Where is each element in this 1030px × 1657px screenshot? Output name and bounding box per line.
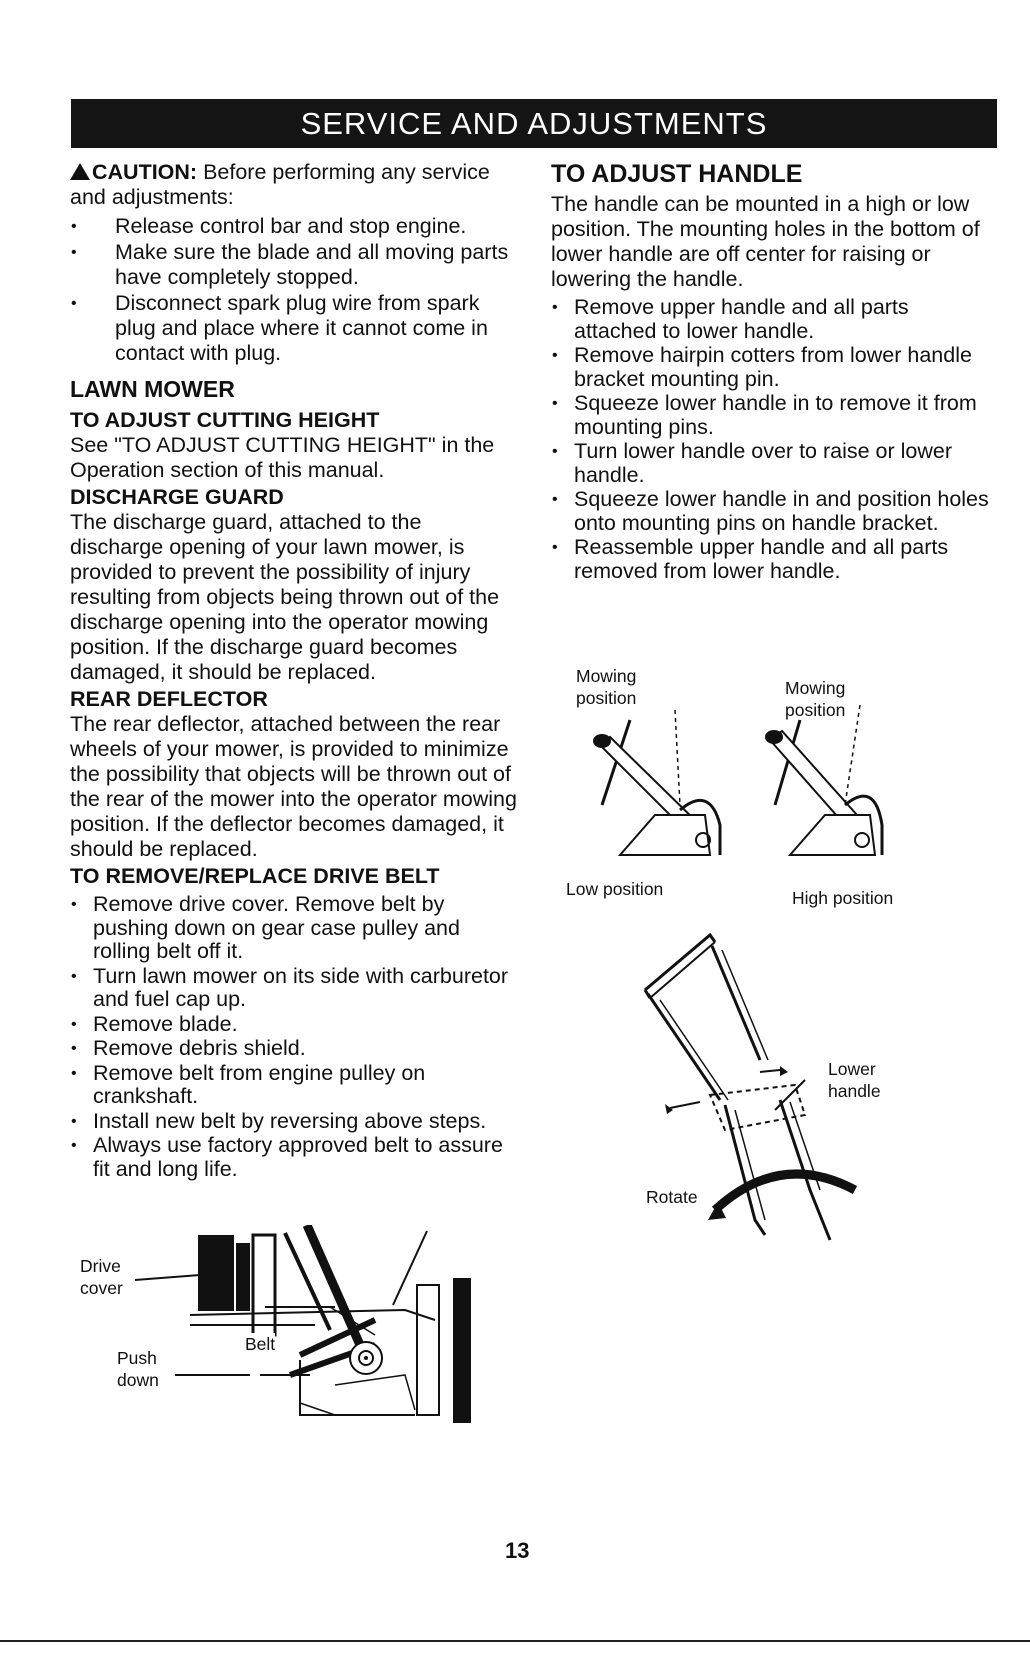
list-item: • Release control bar and stop engine.	[70, 214, 520, 239]
list-item: • Make sure the blade and all moving parts have completely stopped.	[70, 240, 520, 290]
list-item: • Turn lower handle over to raise or lower handle.	[551, 440, 991, 487]
rotate-handle-illustration	[640, 930, 940, 1300]
list-item: • Remove hairpin cotters from lower handle bracket mounting pin.	[551, 344, 991, 391]
list-item: • Remove upper handle and all parts attached to lower handle.	[551, 296, 991, 343]
label-drive-cover: Drive cover	[80, 1256, 123, 1298]
page-banner	[71, 99, 997, 148]
label-mowing-position-high: Mowing position	[785, 678, 846, 720]
list-item: • Disconnect spark plug wire from spark plug and place where it cannot come in contact with plug.	[70, 291, 520, 366]
discharge-guard-text: The discharge guard, attached to the discharge opening of your lawn mower, is provided to prevent the possibility of injury resulting from objects being thrown out of the discharge opening into the operator mowing position. If the discharge guard becomes damaged, it should be replaced.	[70, 510, 500, 684]
page-title: SERVICE AND ADJUSTMENTS	[300, 106, 768, 141]
drive-belt-figure	[75, 1225, 495, 1425]
right-column	[551, 160, 991, 584]
label-mowing-position-low: Mowing position	[576, 666, 637, 708]
heading-rear-deflector: REAR DEFLECTOR	[70, 687, 268, 711]
section-heading-lawn-mower: LAWN MOWER	[70, 376, 235, 402]
page-number: 13	[505, 1538, 530, 1563]
list-item: • Remove drive cover. Remove belt by pushing down on gear case pulley and rolling belt off it.	[70, 893, 520, 964]
heading-adjust-handle: TO ADJUST HANDLE	[551, 160, 803, 188]
label-push-down: Push down	[117, 1348, 159, 1390]
list-item: • Squeeze lower handle in and position holes onto mounting pins on handle bracket.	[551, 488, 991, 535]
rotate-handle-figure	[640, 930, 940, 1300]
label-low-position: Low position	[566, 879, 664, 899]
label-high-position: High position	[792, 888, 894, 908]
heading-drive-belt: TO REMOVE/REPLACE DRIVE BELT	[70, 864, 440, 888]
adjust-handle-intro: The handle can be mounted in a high or low position. The mounting holes in the bottom of lower handle are off center for raising or lowering the handle.	[551, 192, 980, 291]
cutting-height-text: See "TO ADJUST CUTTING HEIGHT" in the Operation section of this manual.	[70, 433, 495, 482]
caution-intro	[70, 160, 520, 210]
caution-label: CAUTION:	[92, 160, 198, 184]
low-position-bracket	[593, 710, 720, 855]
heading-discharge-guard: DISCHARGE GUARD	[70, 485, 284, 509]
label-lower-handle: Lower handle	[828, 1059, 881, 1101]
label-rotate: Rotate	[646, 1187, 698, 1207]
list-item: • Remove blade.	[70, 1013, 520, 1037]
drive-belt-list	[70, 893, 520, 1181]
bottom-rule	[0, 1640, 1030, 1642]
label-belt: Belt	[245, 1334, 276, 1354]
list-item: • Turn lawn mower on its side with carburetor and fuel cap up.	[70, 965, 520, 1012]
high-position-bracket	[765, 705, 882, 855]
list-item: • Remove debris shield.	[70, 1037, 520, 1061]
list-item: • Install new belt by reversing above steps.	[70, 1110, 520, 1134]
list-item: • Always use factory approved belt to assure fit and long life.	[70, 1134, 520, 1181]
heading-cutting-height: TO ADJUST CUTTING HEIGHT	[70, 408, 380, 432]
rear-deflector-text: The rear deflector, attached between the rear wheels of your mower, is provided to minimize the possibility that objects will be thrown out of the rear of the mower into the operator mowing position. If the deflector becomes damaged, it should be replaced.	[70, 712, 517, 861]
left-column	[70, 160, 520, 1182]
caution-list	[70, 214, 520, 366]
list-item: • Remove belt from engine pulley on crankshaft.	[70, 1062, 520, 1109]
adjust-handle-list	[551, 296, 991, 583]
list-item: • Squeeze lower handle in to remove it from mounting pins.	[551, 392, 991, 439]
list-item: • Reassemble upper handle and all parts removed from lower handle.	[551, 536, 991, 583]
handle-position-figure	[560, 665, 930, 915]
warning-triangle-icon	[70, 163, 90, 180]
caution-text: Before performing any service and adjustments:	[70, 160, 490, 209]
